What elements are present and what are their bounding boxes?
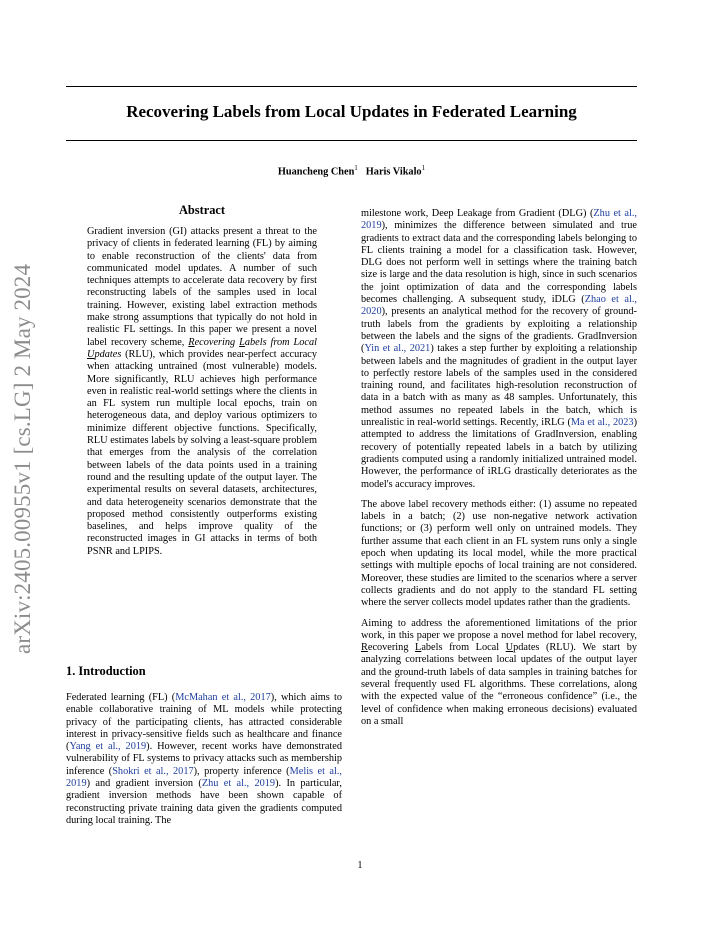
abstract-heading: Abstract xyxy=(178,203,226,217)
abstract-body xyxy=(87,226,317,558)
title-rule-bottom xyxy=(66,140,637,141)
paragraph: milestone work, Deep Leakage from Gradient (DLG) (Zhu et al., 2019), minimizes the difference between simulated and true gradients to extract data and the corresponding labels belonging to FL clients training a model for a classification task. However, DLG does not perform well in settings where the training batch size is large and the data resolution is high, since in such scenarios the joint optimization of data and the corresponding labels becomes challenging. A subsequent study, iDLG (Zhao et al., 2020), presents an analytical method for the recovery of ground-truth labels from the gradients by exploiting a relationship between the labels and the signs of the gradients. GradInversion (Yin et al., 2021) takes a step further by exploiting a relationship between labels and the magnitudes of gradient in the output layer to perfectly restore labels of the samples used in the considered training round, and facilitates high-resolution reconstruction of data in a batch with as many as 48 samples. Unfortunately, this method assumes no repeated labels in the batch, which is unrealistic in real-world settings. Recently, iRLG (Ma et al., 2023) attempted to address the limitations of GradInversion, enabling recovery of potentially repeated labels in a batch by utilizing gradients computed using a randomly initialized untrained model. However, the performance of iRLG drastically deteriorates as the model's accuracy improves. xyxy=(361,208,637,490)
author-name: Haris Vikalo xyxy=(365,166,422,178)
method-name: Recovering Labels from Local Updates xyxy=(87,336,317,360)
citation-link[interactable]: Zhao et al., 2020 xyxy=(361,294,637,318)
citation-link[interactable]: Zhu et al., 2019 xyxy=(201,778,276,790)
author-list xyxy=(66,164,637,177)
citation-link[interactable]: Melis et al., 2019 xyxy=(66,765,342,790)
abstract-section xyxy=(87,203,317,566)
arxiv-identifier-stamp: arXiv:2405.00955v1 [cs.LG] 2 May 2024 xyxy=(10,263,35,654)
section-heading: 1. Introduction xyxy=(66,664,146,678)
citation-link[interactable]: Yin et al., 2021 xyxy=(364,343,431,355)
page-number: 1 xyxy=(357,860,363,871)
citation-link[interactable]: Shokri et al., 2017 xyxy=(112,765,194,777)
citation-link[interactable]: McMahan et al., 2017 xyxy=(175,692,271,703)
introduction-section xyxy=(66,664,342,835)
abstract-text: (RLU), which provides near-perfect accuracy when attacking untrained (most vulnerable) models. More significantly, RLU achieves high performance even in realistic real-world settings where the clients in an FL system run multiple local epochs, train on heterogeneous data, and deploy various optimizers to minimize different objective functions. Specifically, RLU estimates labels by solving a least-square problem that emerges from the analysis of the correlation between labels of the data points used in a training round and the resulting update of the output layer. The experimental results on several datasets, architectures, and data heterogeneity scenarios demonstrate that the proposed method consistently outperforms existing baselines, and helps improve quality of the reconstructed images in GI attacks in terms of both PSNR and LPIPS. xyxy=(87,348,317,557)
paper-title: Recovering Labels from Local Updates in Federated Learning xyxy=(126,102,577,121)
citation-link[interactable]: Ma et al., 2023 xyxy=(570,417,634,429)
abstract-text: Gradient inversion (GI) attacks present a threat to the privacy of clients in federated learning (FL) by aiming to enable reconstruction of the clients' data from communicated model updates. A number of such techniques attempts to accelerate data recovery by first reconstructing labels of the samples used in local training. However, existing label extraction methods make strong assumptions that typically do not hold in realistic FL settings. In this paper we present a novel label recovery scheme, xyxy=(87,226,317,348)
affiliation-mark: 1 xyxy=(354,164,358,172)
right-column xyxy=(361,208,637,736)
paragraph: Aiming to address the aforementioned limitations of the prior work, in this paper we propose a novel method for label recovery, Recovering Labels from Local Updates (RLU). We start by analyzing correlations between local updates of the output layer and the ground-truth labels of data samples in training batches for several frequently used FL algorithms. These correlations, along with the expected value of the “erroneous confidence” (i.e., the level of confidence when making erroneous decisions) evaluated on a small xyxy=(361,617,637,727)
citation-link[interactable]: Yang et al., 2019 xyxy=(69,741,147,753)
citation-link[interactable]: Zhu et al., 2019 xyxy=(361,208,637,232)
author-name: Huancheng Chen xyxy=(277,166,355,178)
paragraph: Federated learning (FL) (McMahan et al., 2017), which aims to enable collaborative training of ML models while protecting privacy of the participating clients, has attracted considerable interest in privacy-sensitive fields such as healthcare and finance (Yang et al., 2019). However, recent works have demonstrated vulnerability of FL systems to privacy attacks such as membership inference (Shokri et al., 2017), property inference (Melis et al., 2019) and gradient inversion (Zhu et al., 2019). In particular, gradient inversion methods have been shown capable of reconstructing private training data given the gradients computed during local training. The xyxy=(66,692,342,826)
affiliation-mark: 1 xyxy=(421,164,426,172)
paragraph: The above label recovery methods either: (1) assume no repeated labels in a batch; (2) use non-negative network activation functions; or (3) perform well only on untrained models. They further assume that each client in an FL system runs only a single epoch when updating its local model, while the more practical settings with multiple epochs of local training are not considered. Moreover, these studies are limited to the scenarios where a server collects gradients and do not apply to the standard FL setting where the server collects model updates rather than the gradients. xyxy=(361,498,637,609)
title-rule-top xyxy=(66,86,637,87)
